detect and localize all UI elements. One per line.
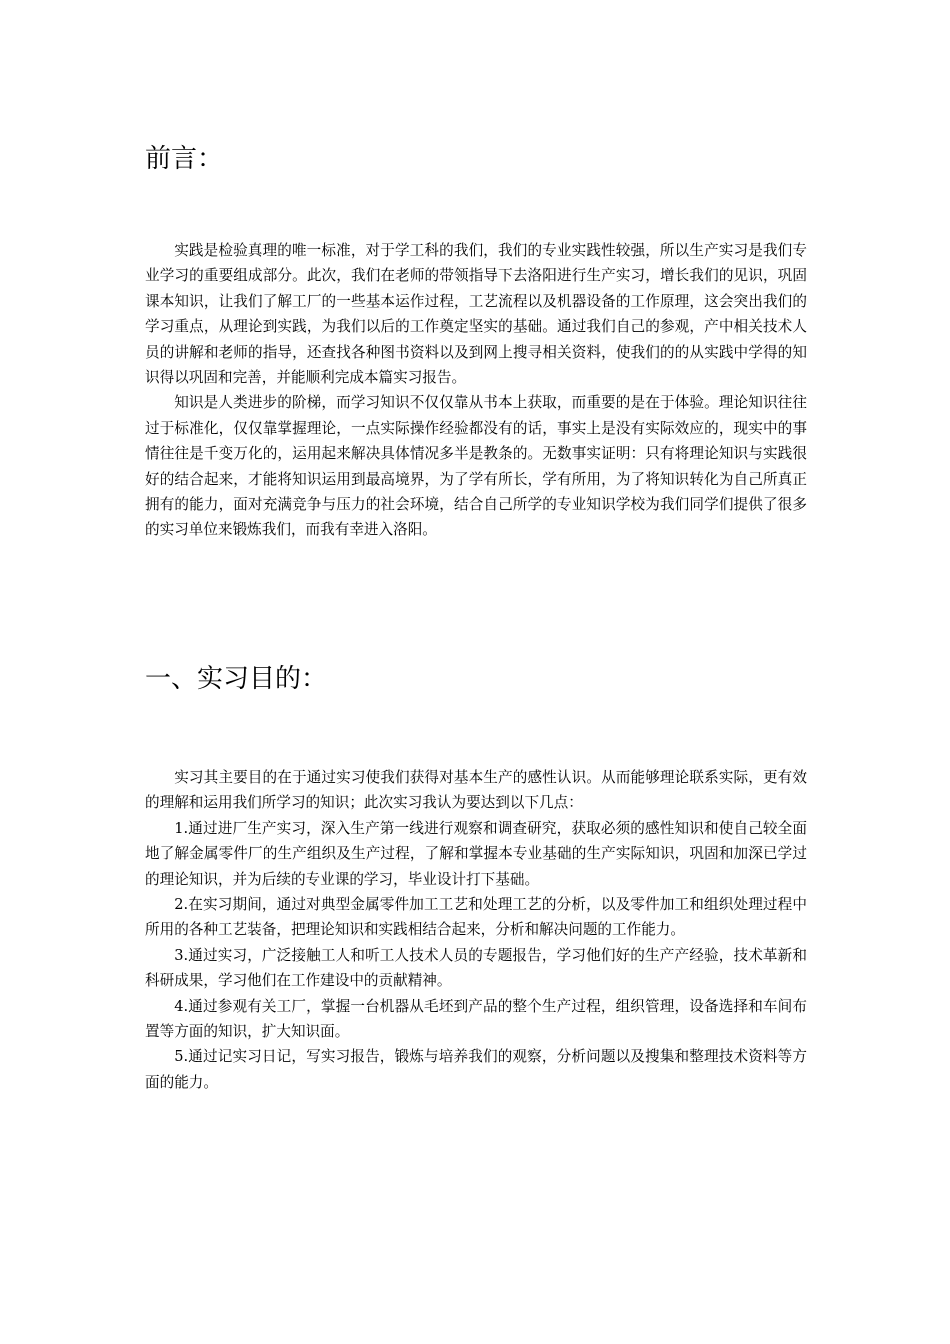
purpose-section: [145, 765, 807, 1095]
preface-heading: 前言：: [145, 144, 224, 174]
purpose-heading: 一、实习目的：: [145, 664, 328, 694]
purpose-item-5: 5.通过记实习日记，写实习报告，锻炼与培养我们的观察，分析问题以及搜集和整理技术资料等方面的能力。: [145, 1048, 807, 1091]
purpose-item-1: 1.通过进厂生产实习，深入生产第一线进行观察和调查研究，获取必须的感性知识和使自己较全面地了解金属零件厂的生产组织及生产过程，了解和掌握本专业基础的生产实际知识，巩固和加深已学过的理论知识，并为后续的专业课的学习，毕业设计打下基础。: [145, 819, 807, 888]
preface-paragraph: 实践是检验真理的唯一标准，对于学工科的我们，我们的专业实践性较强，所以生产实习是我们专业学习的重要组成部分。此次，我们在老师的带领指导下去洛阳进行生产实习，增长我们的见识，巩固课本知识，让我们了解工厂的一些基本运作过程，工艺流程以及机器设备的工作原理，这会突出我们的学习重点，从理论到实践，为我们以后的工作奠定坚实的基础。通过我们自己的参观，产中相关技术人员的讲解和老师的指导，还查找各种图书资料以及到网上搜寻相关资料，使我们的的从实践中学得的知识得以巩固和完善，并能顺利完成本篇实习报告。: [145, 242, 807, 387]
purpose-intro-paragraph: 实习其主要目的在于通过实习使我们获得对基本生产的感性认识。从而能够理论联系实际，更有效的理解和运用我们所学习的知识；此次实习我认为要达到以下几点：: [145, 769, 807, 812]
purpose-item-3: 3.通过实习，广泛接触工人和听工人技术人员的专题报告，学习他们好的生产产经验，技术革新和科研成果，学习他们在工作建设中的贡献精神。: [145, 946, 807, 990]
purpose-item-4: 4.通过参观有关工厂，掌握一台机器从毛坯到产品的整个生产过程，组织管理，设备选择和车间布置等方面的知识，扩大知识面。: [145, 997, 807, 1041]
purpose-item-2: 2.在实习期间，通过对典型金属零件加工工艺和处理工艺的分析，以及零件加工和组织处理过程中所用的各种工艺装备，把理论知识和实践相结合起来，分析和解决问题的工作能力。: [145, 896, 807, 939]
preface-section: [145, 238, 807, 543]
preface-paragraph: 知识是人类进步的阶梯，而学习知识不仅仅靠从书本上获取，而重要的是在于体验。理论知识往往过于标准化，仅仅靠掌握理论，一点实际操作经验都没有的话，事实上是没有实际效应的，现实中的事情往往是千变万化的，运用起来解决具体情况多半是教条的。无数事实证明：只有将理论知识与实践很好的结合起来，才能将知识运用到最高境界，为了学有所长，学有所用，为了将知识转化为自己所真正拥有的能力，面对充满竞争与压力的社会环境，结合自己所学的专业知识学校为我们同学们提供了很多的实习单位来锻炼我们，而我有幸进入洛阳。: [145, 394, 807, 539]
